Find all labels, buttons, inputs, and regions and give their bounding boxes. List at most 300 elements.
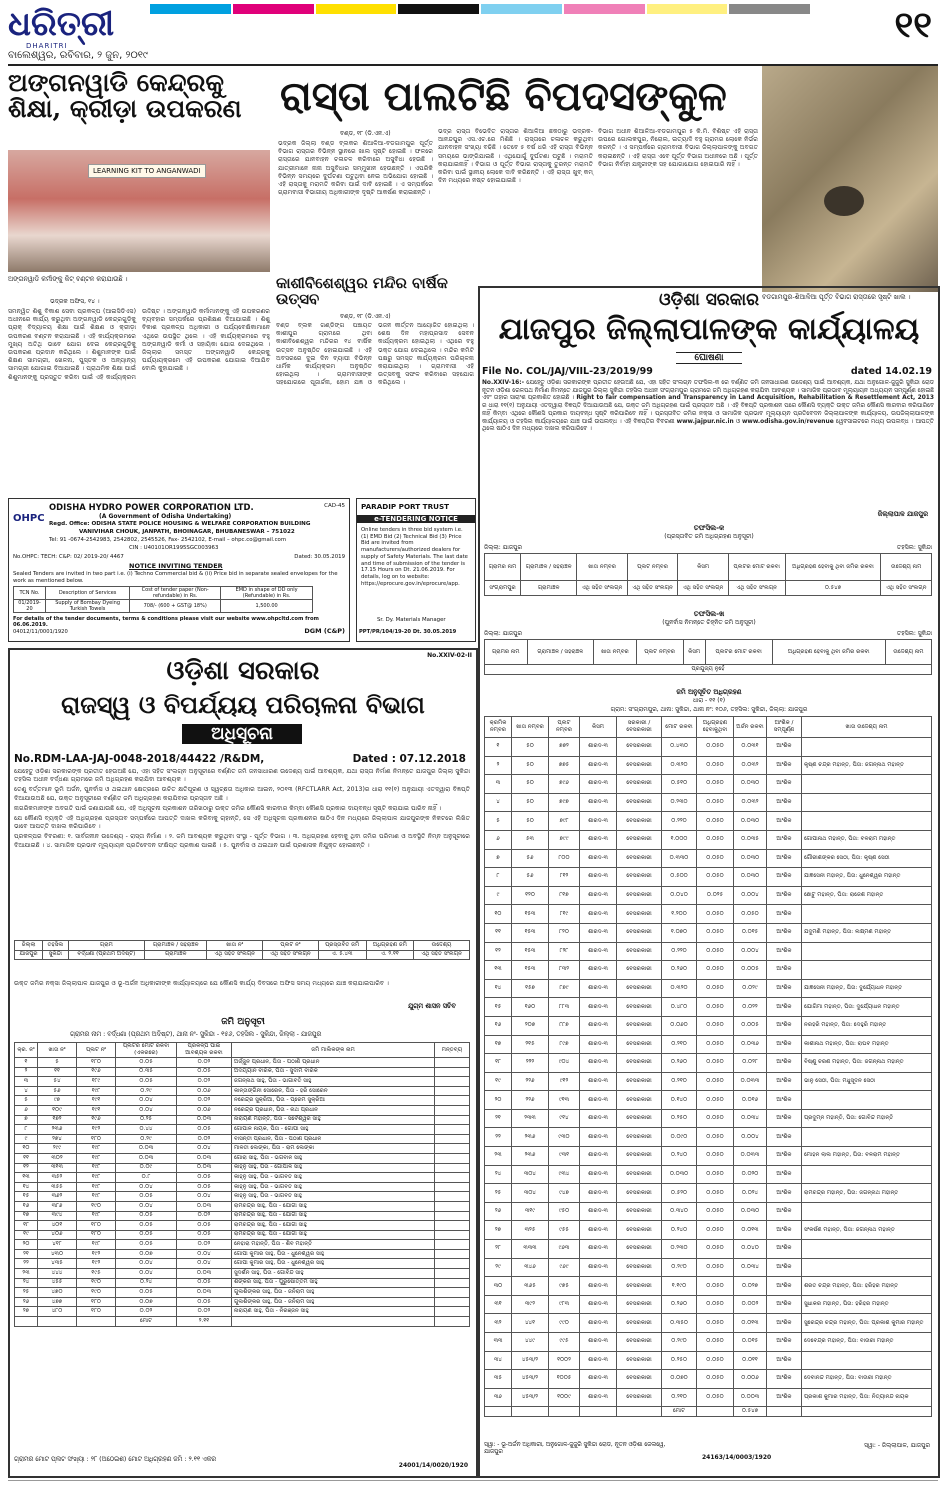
- table-row: [15, 1201, 470, 1211]
- jajpur-notice: [478, 286, 940, 1478]
- table-cell: [435, 1201, 470, 1211]
- jajpur-ah-7: ଅଧିଗ୍ରହଣ ହେବାକୁ ଥିବା ଜମିର ରକବା: [785, 554, 881, 581]
- table-cell: ୦.୦୫୦: [697, 793, 734, 812]
- table-cell: ୦.୦୩୦: [662, 1165, 697, 1184]
- masthead: [8, 4, 938, 66]
- table-cell: ୧୯: [15, 1230, 38, 1240]
- table-cell: ୦.୪୪: [116, 1125, 177, 1135]
- table-cell: ୧୧: [38, 1067, 77, 1077]
- table-cell: [549, 1407, 580, 1417]
- jajpur-ref-no: No.XXIV-16:-: [482, 380, 525, 386]
- table-cell: ୪୦୧: [38, 1221, 77, 1231]
- table-row: [485, 998, 932, 1017]
- table-cell: ଶାରଦ-୩: [580, 1165, 617, 1184]
- table-row: [15, 1278, 470, 1288]
- table-cell: ପ୍ରକାଶ କୁମାର ମହାନ୍ତ, ପିତା: ନିତ୍ୟାନନ୍ଦ ନାୟକ: [802, 1388, 932, 1407]
- table-cell: ୦.୦୪: [116, 1096, 177, 1106]
- table-cell: ୬: [485, 830, 512, 849]
- table-cell: ଶାରଦ-୩: [580, 1016, 617, 1035]
- table-cell: ୦.୫୦୦: [662, 868, 697, 887]
- road-dateline: ବଣ୍ଡ, ୧୮ (ଡି.ଏନ.ଏ): [340, 130, 391, 137]
- table-cell: ବେସରକାରୀ: [617, 1147, 662, 1166]
- table-cell: ୦.୩୪୦: [662, 1202, 697, 1221]
- table-cell: ୦.୦୫୦: [697, 849, 734, 868]
- table-cell: ସୁଦର୍ଶନ ସାହୁ, ପିତା - ଗୋବିନ୍ଦ ସାହୁ: [232, 1269, 435, 1279]
- table-cell: ୧୯୮: [77, 1173, 116, 1183]
- table-cell: ୦.୦୫: [116, 1192, 177, 1202]
- revenue-dr-8: ଏ. ୨.୧୧: [366, 950, 414, 960]
- revenue-land-table: [14, 1042, 470, 1327]
- table-cell: [435, 1278, 470, 1288]
- table-cell: ୩୮୬: [38, 1201, 77, 1211]
- table-cell: [435, 1240, 470, 1250]
- table-cell: ଶାରଦ-୩: [580, 1054, 617, 1073]
- revenue-badge: ଅଧିସୂଚନା: [182, 724, 302, 744]
- table-cell: ବେସରକାରୀ: [617, 812, 662, 831]
- table-cell: ଅଦୟ୍ୟାନ ବାରିକ, ପିତା - ସୁଦାମ ବାରିକ: [232, 1067, 435, 1077]
- ohpc-subtitle: (A Government of Odisha Undertaking): [99, 513, 232, 520]
- table-cell: ୨୩୩: [512, 1109, 549, 1128]
- table-cell: ୦.୩୨୦: [662, 756, 697, 775]
- jajpur-table-a-sub: (ପ୍ରସ୍ତାବିତ ଜମି ଅଧିଗ୍ରହଣ ଅନୁସୂଚୀ): [664, 533, 754, 540]
- table-cell: ୦.୦୩୩: [734, 1072, 767, 1091]
- table-cell: ବେସରକାରୀ: [617, 775, 662, 794]
- table-cell: ୦.୦୫: [177, 1173, 232, 1183]
- table-cell: ଗୁଲଶିଙ୍କର ସାହୁ, ପିତା - ଜନିରାମ ସାହୁ: [232, 1297, 435, 1307]
- revenue-detail-table: [14, 940, 470, 960]
- table-cell: ଶାରଦ-୩: [580, 1351, 617, 1370]
- table-cell: ୦.୦୫୦: [697, 1184, 734, 1203]
- table-row: [15, 1134, 470, 1144]
- jajpur-lh-2: ଖାତା ନମ୍ବର: [512, 717, 549, 738]
- table-cell: ଶାରଦ-୩: [580, 775, 617, 794]
- jajpur-table-b: [484, 639, 932, 675]
- table-row: [485, 1221, 932, 1240]
- table-cell: ଅର୍ଜ୍ଜୁନ ପ୍ରଧାନ, ପିତା - ପଠାଣି ପ୍ରଧାନ: [232, 1058, 435, 1068]
- ohpc-date: Dated: 30.05.2019: [294, 554, 345, 560]
- table-row: [485, 923, 932, 942]
- table-cell: ବେସରକାରୀ: [617, 1370, 662, 1389]
- table-cell: ଗୋପୀ କୁମାର ସାହୁ, ପିତା - ଧୁନେଶ୍ୱର ସାହୁ: [232, 1259, 435, 1269]
- table-cell: ୧୮୦: [77, 1058, 116, 1068]
- table-cell: ୦.୨୪୦: [662, 1221, 697, 1240]
- table-cell: ୧୯୧: [77, 1096, 116, 1106]
- table-cell: ୦.୦୫୦: [697, 1147, 734, 1166]
- jajpur-bh-4: ପ୍ଲଟ ନମ୍ବର: [636, 640, 683, 665]
- table-cell: ୦.୦୫୦: [697, 1165, 734, 1184]
- table-cell: ୦.୦୫: [177, 1297, 232, 1307]
- table-cell: ଶାରଦ-୩: [580, 979, 617, 998]
- table-cell: ୩୧୯: [512, 1202, 549, 1221]
- table-cell: [485, 1407, 512, 1417]
- table-cell: ୦.୦୫୦: [697, 923, 734, 942]
- jajpur-table-b-sub: (ପୁନର୍ବାସ ନିମନ୍ତେ ଚିହ୍ନିତ ଜମି ଅନୁସୂଚୀ): [662, 619, 756, 626]
- road-story-col1: ଭଦ୍ରକ ଜିଲ୍ଲା ବଣ୍ଡ ବ୍ଲକର ଶିଆଳିଆ-ବଡଗାମପୁର ପୂର୍ତ୍ତ ବିଭାଗ ରାସ୍ତାର ବିଭିନ୍ନ ସ୍ଥାନରେ ଖାଲ ସୃଷ୍ଟି ହୋଇଛି । ଫଳରେ ରାସ୍ତାରେ ଯାନବାହନ ଚଳାଚଳ କରିବାରେ ଅସୁବିଧା ହେଉଛି । ଯାତ୍ରୀମାନେ ନାନା ଅସୁବିଧାର ସମ୍ମୁଖୀନ ହେଉଛନ୍ତି । ଏପରିକି ବିଭିନ୍ନ ସମୟରେ ଦୁର୍ଘଟଣା ଘଟୁଥିବା ନେଇ ଅଭିଯୋଗ ହୋଇଛି । ଏହି ରାସ୍ତାକୁ ମରାମତି କରିବା ପାଇଁ ଦାବି ହୋଇଛି । ଏ ସମ୍ପର୍କରେ ଗ୍ରାମବାସୀ ବିଭାଗୀୟ ଅଧିକାରୀଙ୍କ ଦୃଷ୍ଟି ଆକର୍ଷଣ କରାଇଛନ୍ତି ।: [278, 140, 433, 197]
- table-cell: ୦.୫୧୦: [662, 775, 697, 794]
- table-cell: ୦.୨୬୦: [662, 961, 697, 980]
- table-cell: ୦.୦୫: [116, 1221, 177, 1231]
- table-cell: ୦.୮: [116, 1173, 177, 1183]
- table-cell: ୭୯୯: [549, 830, 580, 849]
- ohpc-tender: [8, 498, 350, 642]
- table-cell: ୦.୦୫୦: [697, 868, 734, 887]
- anganwadi-photo: [8, 150, 270, 272]
- table-cell: ୪: [15, 1086, 38, 1096]
- ohpc-td-3: 708/- (600 + GST@ 18%): [130, 600, 221, 613]
- jajpur-ar-2: ଗ୍ରାମାଞ୍ଚଳ: [521, 581, 577, 596]
- table-cell: [435, 1125, 470, 1135]
- table-cell: ଶାରଦ-୩: [580, 1091, 617, 1110]
- table-cell: ୭: [485, 849, 512, 868]
- table-cell: ୦.୦୦୪: [734, 1128, 767, 1147]
- table-cell: ୦.୦୫୦: [697, 1351, 734, 1370]
- table-cell: ୧୫୩: [512, 961, 549, 980]
- table-cell: ୦.୦୨: [177, 1058, 232, 1068]
- jajpur-lh-8: ଅର୍ଜନ ରକବା: [734, 717, 767, 738]
- table-row: [15, 1249, 470, 1259]
- table-cell: ୦.୦୫: [116, 1240, 177, 1250]
- table-cell: ୦.୨୨୦: [662, 942, 697, 961]
- table-row: [485, 830, 932, 849]
- table-cell: ବେସରକାରୀ: [617, 1258, 662, 1277]
- table-cell: ଆଂଶିକ: [767, 793, 802, 812]
- table-cell: ୦.୩୩୦: [662, 849, 697, 868]
- table-cell: ଆଂଶିକ: [767, 868, 802, 887]
- table-cell: ୦.୦୩୦: [734, 868, 767, 887]
- table-cell: ବେସରକାରୀ: [617, 756, 662, 775]
- revenue-lh-2: ଖାତା ନଂ: [38, 1043, 77, 1058]
- table-cell: ଆଂଶିକ: [767, 775, 802, 794]
- table-row: [485, 1333, 932, 1352]
- table-cell: ୦.୦୨୫: [697, 886, 734, 905]
- table-cell: ଆଂଶିକ: [767, 1072, 802, 1091]
- temple-headline: କାଶୀବିଶେଶ୍ୱର ମନ୍ଦିର ବାର୍ଷିକ ଉତ୍ସବ: [276, 274, 448, 308]
- table-cell: ୫୦: [512, 738, 549, 757]
- table-cell: ୧୨: [15, 1163, 38, 1173]
- revenue-lh-5: ପ୍ରକଳ୍ପ ପାଇଁ ଆବଶ୍ୟକ ରକବା: [177, 1043, 232, 1058]
- table-cell: ୪୩୫: [38, 1259, 77, 1269]
- table-cell: ଶାରଦ-୩: [580, 905, 617, 924]
- jajpur-footer-right: ସ୍ୱା: - ଜିଲ୍ଲାପାଳ, ଯାଜପୁର: [864, 1442, 930, 1449]
- table-cell: [802, 1407, 932, 1417]
- table-cell: ୩୧: [485, 1295, 512, 1314]
- table-row: [15, 1153, 470, 1163]
- table-row: [485, 868, 932, 887]
- table-row: [15, 1259, 470, 1269]
- table-cell: ୧୮: [485, 1054, 512, 1073]
- revenue-body-2: ଉକ୍ତ ଜମିର ନକ୍ସା ଜିଲ୍ଲାପାଳ ଯାଜପୁର ଓ ଭୂ-ଅର୍ଜନ ଅଧିକାରୀଙ୍କ କାର୍ଯ୍ୟାଳୟରେ ଯେ କୌଣସି କାର୍ଯ୍ୟ ଦିବସରେ ଅଫିସ ସମୟ ମଧ୍ୟରେ ଯାଞ୍ଚ କରାଯାଇପାରିବ ।: [14, 980, 389, 987]
- table-cell: ୩୦୨: [38, 1153, 77, 1163]
- table-row: [485, 1016, 932, 1035]
- table-cell: ୦.୦୩: [177, 1115, 232, 1125]
- anganwadi-dateline: ଭଦ୍ରକ ଅଫିସ, ୧୪ ।: [50, 298, 100, 305]
- table-cell: ୫୬: [512, 849, 549, 868]
- table-cell: [435, 1153, 470, 1163]
- table-cell: ଶାରଦ-୩: [580, 1184, 617, 1203]
- table-cell: ୦.୦୩୦: [734, 1202, 767, 1221]
- table-cell: ୫୦: [512, 775, 549, 794]
- bottom-rule: [8, 1480, 938, 1481]
- table-cell: ୧୯୮: [77, 1163, 116, 1173]
- table-cell: ୦.୦୩: [177, 1288, 232, 1298]
- table-cell: ଭାନୁ ସେଠୀ, ପିତା: ମଧୁସୂଦନ ସେଠୀ: [802, 1072, 932, 1091]
- jajpur-ar-7: ୦.୫୪୭: [785, 581, 881, 596]
- table-cell: ରାମଚନ୍ଦ୍ର ସାହୁ, ପିତା - ଯୋଗୀ ସାହୁ: [232, 1221, 435, 1231]
- table-cell: ୦.୦୨: [177, 1240, 232, 1250]
- table-cell: ୫୦: [512, 756, 549, 775]
- table-cell: ୨୨୬: [512, 1091, 549, 1110]
- table-cell: ୭୭୫: [549, 756, 580, 775]
- table-cell: ୮୮୩: [549, 998, 580, 1017]
- table-row: [15, 1163, 470, 1173]
- table-cell: ବେସରକାରୀ: [617, 793, 662, 812]
- table-cell: ଶାରଦ-୩: [580, 1147, 617, 1166]
- table-cell: ୧୫: [15, 1192, 38, 1202]
- table-cell: ରାମଚନ୍ଦ୍ର ସାହୁ, ପିତା - ଯୋଗୀ ସାହୁ: [232, 1201, 435, 1211]
- table-cell: ୧୫୭: [512, 979, 549, 998]
- table-cell: ୦.୦୩୨: [734, 756, 767, 775]
- table-cell: ୧୯୦: [77, 1201, 116, 1211]
- table-cell: ଆଂଶିକ: [767, 738, 802, 757]
- table-cell: [435, 1182, 470, 1192]
- table-row: [15, 1173, 470, 1183]
- revenue-dh-7: ପ୍ରସ୍ତାବିତ ଜମି: [318, 941, 366, 951]
- table-cell: ୧୧: [15, 1153, 38, 1163]
- table-cell: ୦.୦୧୧: [734, 1351, 767, 1370]
- table-cell: ୯୧୩: [549, 1091, 580, 1110]
- table-cell: ୯୩୧: [549, 1147, 580, 1166]
- table-cell: ୯୧୪: [549, 1109, 580, 1128]
- table-cell: ଗୌରୀଶଙ୍କର ସେଠୀ, ପିତା: କୃଷ୍ଣ ସେଠୀ: [802, 849, 932, 868]
- table-cell: ବେସରକାରୀ: [617, 1016, 662, 1035]
- table-row: [15, 1058, 470, 1068]
- table-cell: ୦.୦୫୦: [697, 1091, 734, 1110]
- total-row: [15, 1317, 470, 1327]
- table-row: [485, 1202, 932, 1221]
- table-cell: ୩୯୨: [512, 1295, 549, 1314]
- table-cell: ୨୮: [485, 1240, 512, 1259]
- table-cell: ୧୪: [15, 1182, 38, 1192]
- table-row: [15, 1221, 470, 1231]
- table-cell: ଆଂଶିକ: [767, 1351, 802, 1370]
- table-cell: ୯୪୭: [549, 1184, 580, 1203]
- ohpc-th-1: TCN No.: [14, 587, 46, 600]
- table-cell: ୦.୦୯: [116, 1163, 177, 1173]
- table-cell: ୭: [15, 1115, 38, 1125]
- table-cell: ବେସରକାରୀ: [617, 1388, 662, 1407]
- table-cell: ୫୦: [512, 812, 549, 831]
- table-cell: ୧୫୩: [512, 905, 549, 924]
- table-cell: ଦେବେନ୍ଦ୍ର ମହାନ୍ତ, ପିତା: ବାଉରୀ ମହାନ୍ତ: [802, 1333, 932, 1352]
- road-story-col3: ବିଭାଗ ଅଧୀନ ଶିଆଳିଆ-ବଡଗାମପୁର ୫ କି.ମି. ବିଶିଷ୍ଟ ଏହି ରାସ୍ତା ଉପରେ ଗୋଲକପୁର, ନିରୋଲ, ଇତ୍ୟାଦି ବହୁ ଗ୍ରାମର ଲୋକେ ନିର୍ଭର କରନ୍ତି । ଏ ସମ୍ପର୍କରେ ଗ୍ରାମବାସୀ ବିଭାଗ ଜିଲ୍ଲାପାଳଙ୍କୁ ଅବଗତ କରାଇଛନ୍ତି । ଏହି ରାସ୍ତା ଏବେ ପୂର୍ତ୍ତ ବିଭାଗ ଅଧୀନରେ ଅଛି । ପୂର୍ତ୍ତ ବିଭାଗ ନିର୍ବାହୀ ଯନ୍ତ୍ରୀଙ୍କ ସହ ଯୋଗାଯୋଗ ହୋଇପାରି ନାହିଁ ।: [598, 128, 758, 168]
- table-cell: [435, 1115, 470, 1125]
- table-cell: ୮୦୦: [549, 849, 580, 868]
- table-cell: ଶାରଦ-୩: [580, 1240, 617, 1259]
- table-cell: ୧୫୩: [512, 942, 549, 961]
- jajpur-ah-4: ପ୍ଲଟ ନମ୍ବର: [627, 554, 678, 581]
- table-cell: ୦.୦୩: [177, 1201, 232, 1211]
- jajpur-table-a: [484, 553, 932, 596]
- table-cell: ରାମଚନ୍ଦ୍ର ସାହୁ, ପିତା - ଯୋଗୀ ସାହୁ: [232, 1211, 435, 1221]
- table-row: [15, 1096, 470, 1106]
- table-cell: ୧୮୦: [77, 1297, 116, 1307]
- table-cell: ୧: [15, 1058, 38, 1068]
- table-cell: ୦.୪୮୦: [662, 998, 697, 1017]
- table-cell: ବେସରକାରୀ: [617, 738, 662, 757]
- table-cell: ୦.୦୦୪: [734, 942, 767, 961]
- table-cell: [767, 1407, 802, 1417]
- table-cell: ବେସରକାରୀ: [617, 1221, 662, 1240]
- table-cell: ୧୯୨: [77, 1125, 116, 1135]
- table-cell: ୩୨୫: [512, 1221, 549, 1240]
- table-cell: ୩: [15, 1077, 38, 1087]
- table-cell: ଶାରଦ-୩: [580, 1128, 617, 1147]
- jajpur-district-b: ଜିଲ୍ଲା: ଯାଜପୁର: [484, 630, 523, 637]
- table-cell: ୪୩୦: [38, 1249, 77, 1259]
- table-cell: ୬: [15, 1105, 38, 1115]
- table-cell: ୪୮୦: [38, 1307, 77, 1317]
- table-row: [15, 1077, 470, 1087]
- table-cell: [435, 1259, 470, 1269]
- table-cell: ନରେନ୍ଦ୍ର ସୁକ୍ରିଆ, ପିତା - ପ୍ରେମ ସୁକ୍ରିଆ: [232, 1096, 435, 1106]
- jajpur-lh-9: ଆଂଶିକ / ସମ୍ପୂର୍ଣ୍ଣ: [767, 717, 802, 738]
- table-row: [485, 1109, 932, 1128]
- table-cell: ୦.୨୧୦: [662, 1388, 697, 1407]
- table-cell: [435, 1297, 470, 1307]
- table-cell: ୧୫: [485, 998, 512, 1017]
- table-cell: ୦.୦୦୫: [734, 1016, 767, 1035]
- table-cell: ବେସରକାରୀ: [617, 1240, 662, 1259]
- table-cell: [802, 1258, 932, 1277]
- table-cell: ୧୪: [485, 979, 512, 998]
- table-row: [485, 1165, 932, 1184]
- table-cell: ୧୯୧: [77, 1105, 116, 1115]
- table-cell: ୦.୦୫୦: [697, 1277, 734, 1296]
- table-row: [485, 1258, 932, 1277]
- table-cell: ୩୦: [485, 1277, 512, 1296]
- table-cell: ୦.୦୫: [116, 1211, 177, 1221]
- table-cell: ୧୫୩: [512, 923, 549, 942]
- table-cell: ବେସରକାରୀ: [617, 1184, 662, 1203]
- table-cell: ଶାରଦ-୩: [580, 1388, 617, 1407]
- jajpur-district-a: ଜିଲ୍ଲା: ଯାଜପୁର: [484, 544, 523, 551]
- table-cell: [435, 1249, 470, 1259]
- jajpur-table-a-title: ତଫସିଲ-କ: [693, 524, 725, 532]
- table-cell: ୦.୦୪: [116, 1105, 177, 1115]
- table-cell: ଆଂଶିକ: [767, 1221, 802, 1240]
- table-cell: ୧୯୫: [77, 1269, 116, 1279]
- table-cell: ୧୩: [15, 1173, 38, 1183]
- table-cell: ୦.୨୨୦: [662, 812, 697, 831]
- table-cell: ୦.୦୬: [177, 1086, 232, 1096]
- table-cell: ବିଷ୍ଣୁ ଚରଣ ମହାନ୍ତ, ପିତା: ଜଗନ୍ନାଥ ମହାନ୍ତ: [802, 1054, 932, 1073]
- table-row: [15, 1115, 470, 1125]
- table-cell: ୦.୦୫୦: [697, 1370, 734, 1389]
- table-cell: [435, 1317, 470, 1327]
- table-cell: ୪୭୭: [38, 1297, 77, 1307]
- table-cell: ୨: [485, 756, 512, 775]
- table-row: [485, 1388, 932, 1407]
- table-cell: ୩୬: [485, 1388, 512, 1407]
- table-cell: ୧୯୨: [77, 1259, 116, 1269]
- table-cell: ୨୩: [15, 1269, 38, 1279]
- table-cell: ୭୭୨: [549, 738, 580, 757]
- revenue-dh-3: ଗ୍ରାମ: [68, 941, 145, 951]
- table-cell: ୮: [485, 868, 512, 887]
- revenue-footer: ଗ୍ରାମର ମୋଟ ପ୍ଲଟ ସଂଖ୍ୟା : ୨୮ (ଅଠେଇଶ) ମୋଟ ଅଧିଗ୍ରହଣ ଜମି : ୨.୧୧ ଏକର: [14, 1456, 217, 1463]
- table-row: [15, 1086, 470, 1096]
- table-row: [485, 738, 932, 757]
- table-cell: ୨୨: [485, 1128, 512, 1147]
- ohpc-cin: CIN : U40101OR1995SGC003963: [129, 545, 219, 551]
- jajpur-ah-6: ପ୍ଲଟର ମୋଟ ରକବା: [728, 554, 785, 581]
- road-photo-caption: ବଡଗାମପୁର-ଶିଆଳିଆ ପୂର୍ତ୍ତ ବିଭାଗ ରାସ୍ତାରେ ସୃଷ୍ଟି ଖାଲ ।: [762, 293, 911, 301]
- table-cell: ୭୯୭: [549, 793, 580, 812]
- table-cell: ୧୯୮: [77, 1240, 116, 1250]
- table-cell: କୃଷ୍ଣ ଚନ୍ଦ୍ର ମହାନ୍ତ, ପିତା: ଜଗନ୍ନାଥ ମହାନ୍ତ: [802, 756, 932, 775]
- table-cell: ୨୧: [485, 1109, 512, 1128]
- table-cell: ୦.୦୧୬: [734, 1091, 767, 1110]
- table-cell: ୦.୦୫: [116, 1077, 177, 1087]
- table-cell: ୯୧୨: [549, 1072, 580, 1091]
- table-cell: ୦.୦୯୦: [662, 1128, 697, 1147]
- table-cell: ୫୬: [512, 868, 549, 887]
- table-cell: [77, 1317, 116, 1327]
- table-cell: ୨୩୬: [512, 1128, 549, 1147]
- jajpur-code: 24163/14/0003/1920: [702, 1454, 772, 1461]
- table-cell: ୦.୦୧୫: [734, 923, 767, 942]
- revenue-dh-9: ଉଦ୍ଦେଶ୍ୟ: [414, 941, 470, 951]
- table-cell: ୯୭: [38, 1096, 77, 1106]
- table-cell: [802, 812, 932, 831]
- jajpur-bh-2: ଗ୍ରାମାଞ୍ଚଳ / ସହରାଞ୍ଚଳ: [527, 640, 593, 665]
- table-cell: [802, 961, 932, 980]
- jajpur-bh-1: ଗ୍ରାମର ନାମ: [485, 640, 528, 665]
- table-cell: [802, 905, 932, 924]
- table-cell: ବେସରକାରୀ: [617, 849, 662, 868]
- jajpur-body: No.XXIV-16:- ଯେହେତୁ ଓଡ଼ିଶା ସରକାରଙ୍କ ପ୍ରତୀତ ହେଉଅଛି ଯେ, ଏହା ସହିତ ସଂଲଗ୍ନ ତଫସିଲ-କ ରେ ବର୍ଣ୍ଣିତ ଜମି ଜନସାଧାରଣ ଉଦ୍ଦେଶ୍ୟ ପାଇଁ ଆବଶ୍ୟକ, ଯଥା ଅନୁଗୋଳ-ଜୁଜୁରି ସୁକିନ୍ଦା ରୋଡ ନୂତନ ଓଡ଼ିଶା ରେଳପଥ ନିର୍ମାଣ ନିମନ୍ତେ ଯାଜପୁର ଜିଲ୍ଲା ସୁକିନ୍ଦା ତହସିଲ ଅଧୀନ ସଂଗ୍ରାମପୁର ଗ୍ରାମରେ ଜମି ଅଧିଗ୍ରହଣ କରାଯିବା ଆବଶ୍ୟକ । ସାମାଜିକ ପ୍ରଭାବ ମୂଲ୍ୟାୟନ ଅଧ୍ୟୟନ ସମ୍ପୂର୍ଣ୍ଣ ହୋଇଛି ଏବଂ ତାହାର ସାରାଂଶ ପ୍ରକାଶିତ ହୋଇଛି । Right to fair compensation and Transparency in Land Acquisition, Rehabilitation & Resettlement Act, 2013 ର ଧାରା ୧୧(୧) ଅନୁଯାୟୀ ଏତଦ୍ୱାରା ବିଜ୍ଞପ୍ତି ଦିଆଯାଉଅଛି ଯେ, ଉକ୍ତ ଜମି ଅଧିଗ୍ରହଣ ପାଇଁ ପ୍ରସ୍ତାବ ଅଛି । ଏହି ବିଜ୍ଞପ୍ତି ପ୍ରକାଶନ ପରେ କୌଣସି ବ୍ୟକ୍ତି ଉକ୍ତ ଜମିର କୌଣସି କାରବାର କରିପାରିବେ ନାହିଁ କିମ୍ବା ଏଥିରେ କୌଣସି ପ୍ରକାର ଦାୟବନ୍ଧ ସୃଷ୍ଟି କରିପାରିବେ ନାହିଁ । ପ୍ରସ୍ତାବିତ ଜମିର ନକ୍ସା ଓ ସାମାଜିକ ପ୍ରଭାବ ମୂଲ୍ୟାୟନ ପ୍ରତିବେଦନ ଜିଲ୍ଲାପାଳଙ୍କ କାର୍ଯ୍ୟାଳୟ, ଉପଜିଲ୍ଲାପାଳଙ୍କ କାର୍ଯ୍ୟାଳୟ ଓ ତହସିଲ କାର୍ଯ୍ୟାଳୟରେ ଯାଞ୍ଚ ପାଇଁ ଉପଲବ୍ଧ । ଏହି ବିଜ୍ଞପ୍ତିର ବିବରଣୀ www.jajpur.nic.in ଓ www.odisha.gov.in/revenue ୱେବସାଇଟରେ ମଧ୍ୟ ଉପଲବ୍ଧ । ଆପତ୍ତି ଥିଲେ ଷାଠିଏ ଦିନ ମଧ୍ୟରେ ଦାଖଲ କରିପାରିବେ ।: [482, 380, 934, 433]
- table-cell: [802, 1091, 932, 1110]
- table-cell: ବେସରକାରୀ: [617, 923, 662, 942]
- table-cell: ୦.୦୩୨: [734, 793, 767, 812]
- table-cell: ୧୬: [485, 1016, 512, 1035]
- table-cell: ୦.୦୨୯: [734, 979, 767, 998]
- table-cell: [435, 1173, 470, 1183]
- table-cell: ଆଂଶିକ: [767, 1295, 802, 1314]
- table-cell: ୪୦୬: [38, 1230, 77, 1240]
- table-cell: ୨୪: [485, 1165, 512, 1184]
- table-cell: ୦.୦୫: [177, 1067, 232, 1077]
- table-cell: କାହ୍ନୁ ସାହୁ, ପିତା - ଭାଗବତ ସାହୁ: [232, 1182, 435, 1192]
- table-row: [485, 1072, 932, 1091]
- jajpur-bh-6: ପ୍ଲଟର ମୋଟ ରକବା: [705, 640, 772, 665]
- table-cell: ୦.୩୨୦: [662, 979, 697, 998]
- revenue-code: 24001/14/0020/1920: [398, 1462, 468, 1469]
- table-row: [485, 775, 932, 794]
- jajpur-website: www.jajpur.nic.in: [676, 418, 734, 425]
- revenue-dh-6: ପ୍ଲଟ ନଂ: [263, 941, 319, 951]
- table-cell: ଶାରଦ-୩: [580, 923, 617, 942]
- jajpur-lh-5: ସରକାରୀ / ବେସରକାରୀ: [617, 717, 662, 738]
- table-cell: [232, 1317, 435, 1327]
- table-cell: ଆଂଶିକ: [767, 849, 802, 868]
- table-cell: ୧୭: [15, 1211, 38, 1221]
- table-cell: ୪୪୧: [512, 1314, 549, 1333]
- jajpur-ah-3: ଖାତା ନମ୍ବର: [577, 554, 628, 581]
- table-cell: ଆଂଶିକ: [767, 1388, 802, 1407]
- table-cell: ୦.୦୩୧: [734, 738, 767, 757]
- table-row: [485, 1128, 932, 1147]
